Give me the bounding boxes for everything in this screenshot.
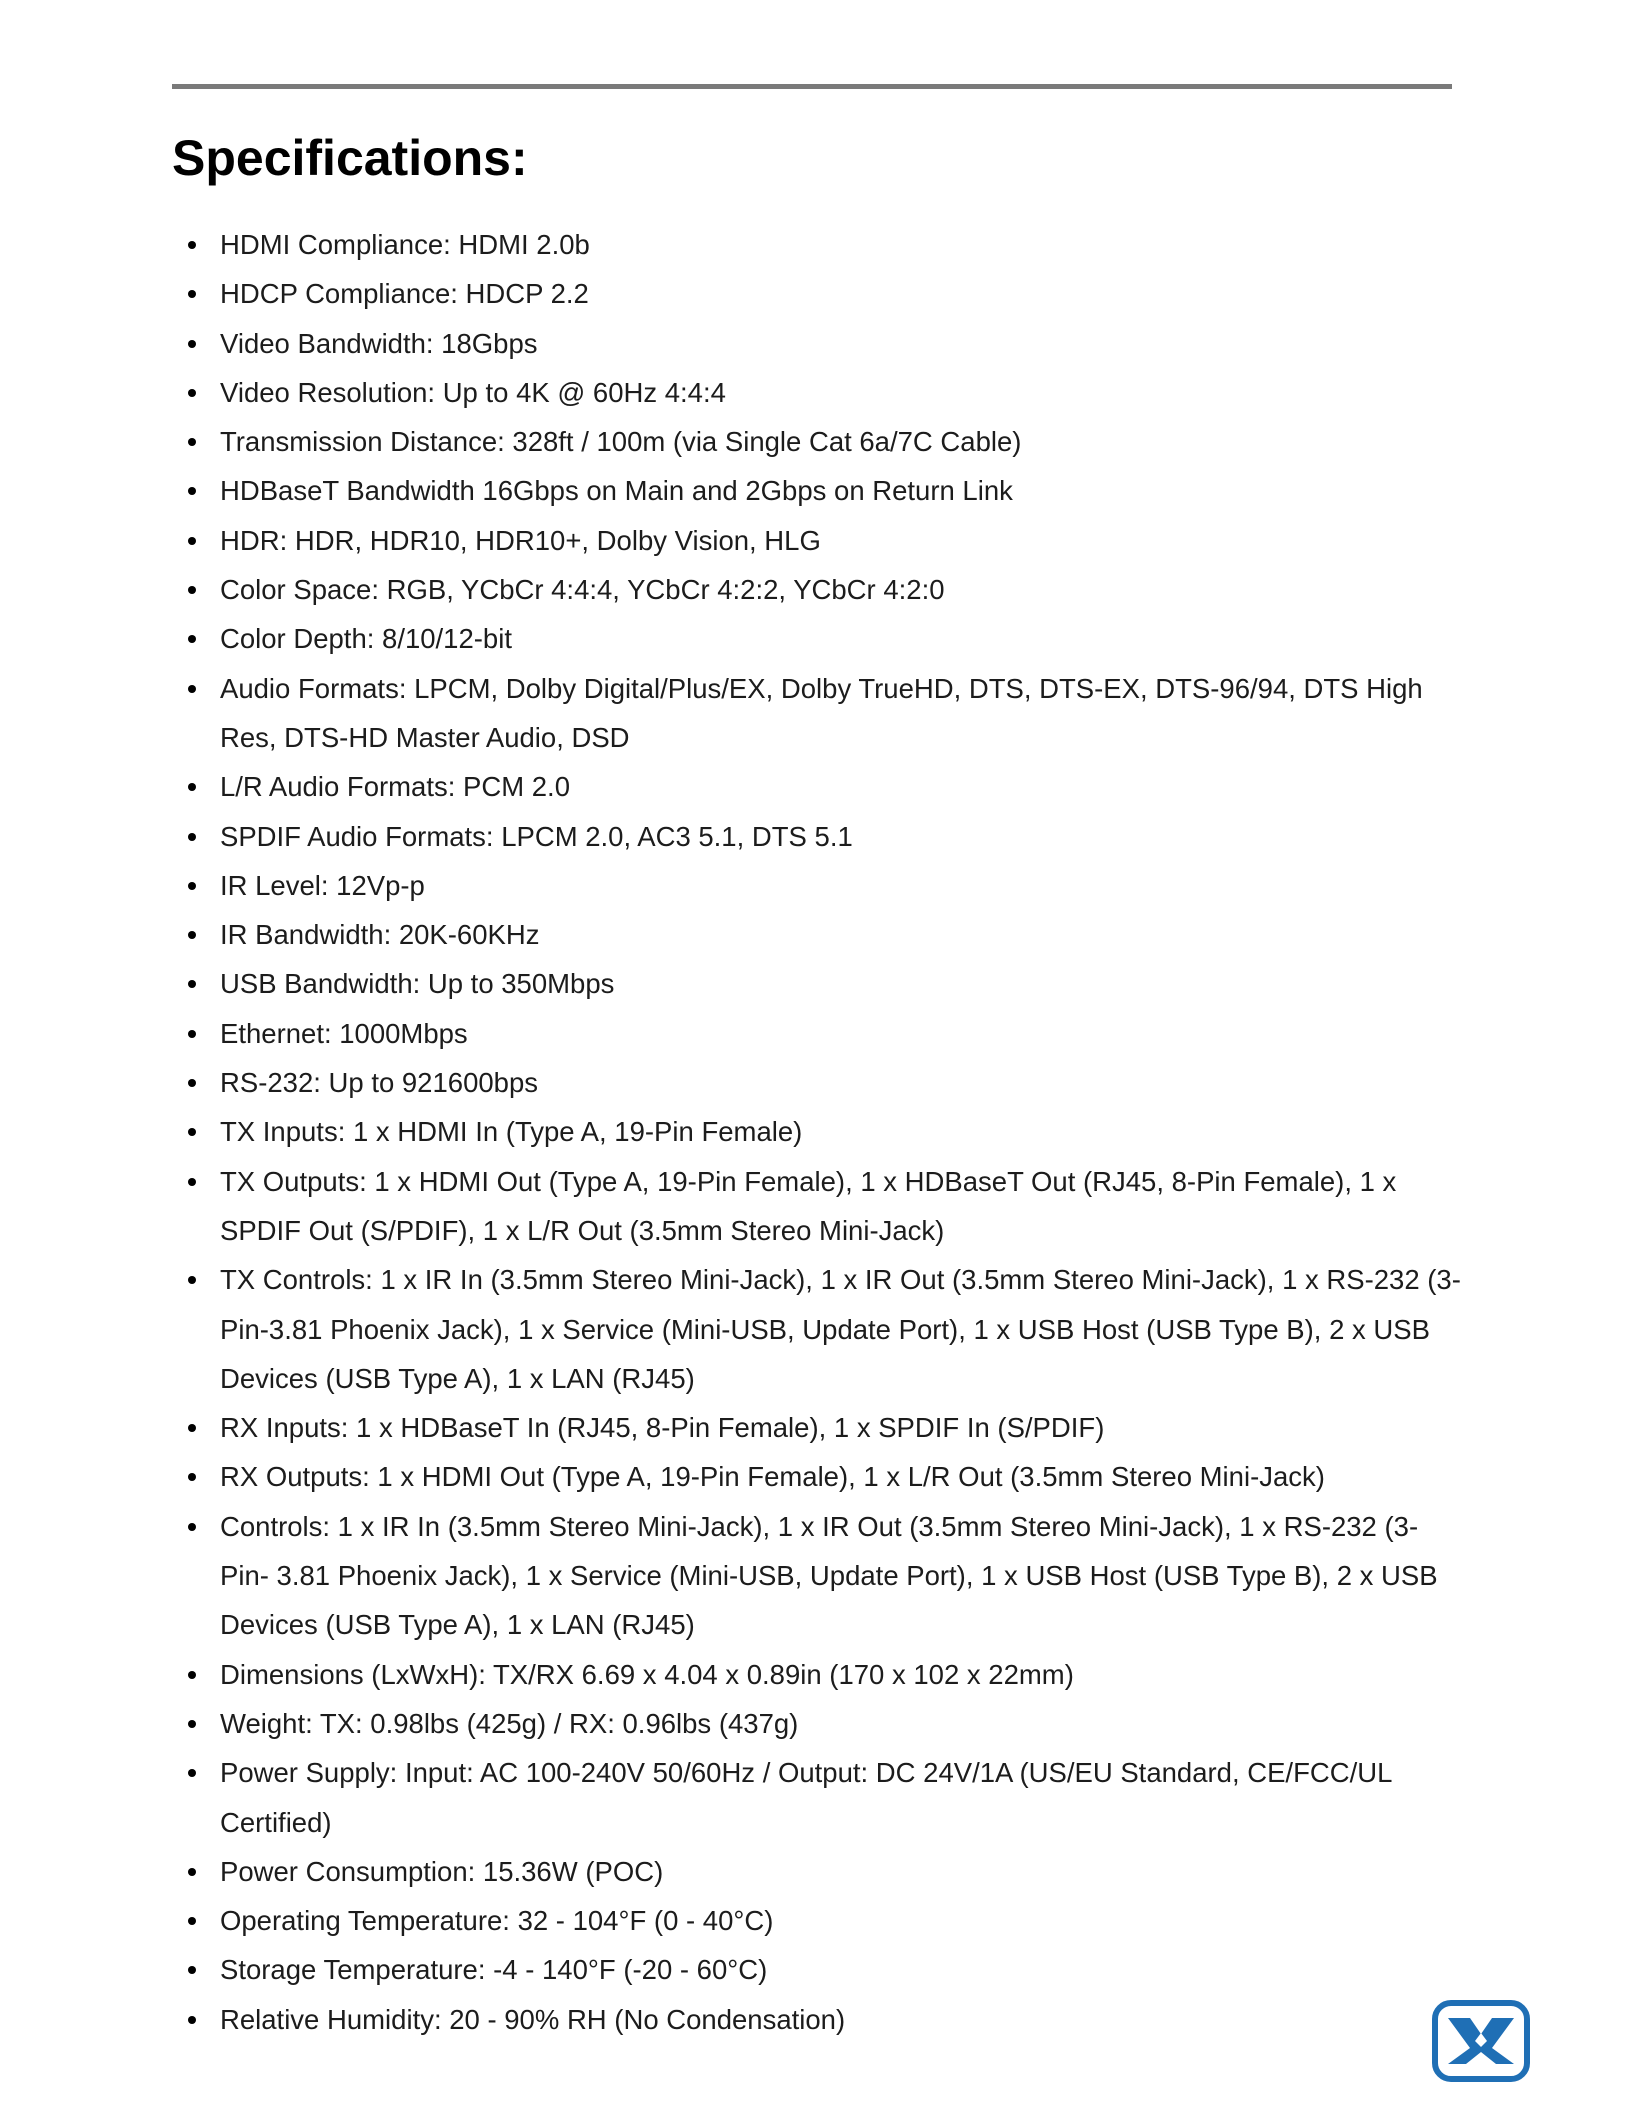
spec-text: USB Bandwidth: Up to 350Mbps bbox=[220, 968, 615, 1000]
spec-item bbox=[172, 1748, 1462, 1847]
spec-item bbox=[172, 220, 1462, 269]
bullet-dot-icon bbox=[188, 1178, 196, 1186]
bullet-dot-icon bbox=[188, 980, 196, 988]
brand-logo-icon bbox=[1432, 2000, 1530, 2082]
spec-text: IR Bandwidth: 20K-60KHz bbox=[220, 919, 540, 951]
bullet-dot-icon bbox=[188, 2016, 196, 2024]
spec-text: TX Outputs: 1 x HDMI Out (Type A, 19-Pin Female), 1 x HDBaseT Out (RJ45, 8-Pin Female), 1 x SPDIF Out (S/PDIF), 1 x L/R Out (3.5mm Stereo Mini-Jack) bbox=[220, 1165, 1397, 1246]
spec-text: SPDIF Audio Formats: LPCM 2.0, AC3 5.1, DTS 5.1 bbox=[220, 820, 853, 852]
spec-text: Power Consumption: 15.36W (POC) bbox=[220, 1855, 664, 1887]
bullet-dot-icon bbox=[188, 1720, 196, 1728]
bullet-dot-icon bbox=[188, 882, 196, 890]
spec-text: Audio Formats: LPCM, Dolby Digital/Plus/EX, Dolby TrueHD, DTS, DTS-EX, DTS-96/94, DTS High Res, DTS-HD Master Audio, DSD bbox=[220, 672, 1423, 753]
spec-item bbox=[172, 1945, 1462, 1994]
bullet-dot-icon bbox=[188, 1769, 196, 1777]
bullet-dot-icon bbox=[188, 487, 196, 495]
bullet-dot-icon bbox=[188, 1671, 196, 1679]
spec-text: Color Space: RGB, YCbCr 4:4:4, YCbCr 4:2:2, YCbCr 4:2:0 bbox=[220, 574, 945, 606]
bullet-dot-icon bbox=[188, 833, 196, 841]
spec-item bbox=[172, 861, 1462, 910]
bullet-dot-icon bbox=[188, 685, 196, 693]
spec-text: IR Level: 12Vp-p bbox=[220, 869, 425, 901]
bullet-dot-icon bbox=[188, 931, 196, 939]
spec-item bbox=[172, 1009, 1462, 1058]
bullet-dot-icon bbox=[188, 1966, 196, 1974]
spec-text: Operating Temperature: 32 - 104°F (0 - 40°C) bbox=[220, 1905, 774, 1937]
bullet-dot-icon bbox=[188, 586, 196, 594]
bullet-dot-icon bbox=[188, 241, 196, 249]
spec-text: RS-232: Up to 921600bps bbox=[220, 1067, 538, 1099]
bullet-dot-icon bbox=[188, 389, 196, 397]
bullet-dot-icon bbox=[188, 1424, 196, 1432]
spec-text: RX Inputs: 1 x HDBaseT In (RJ45, 8-Pin Female), 1 x SPDIF In (S/PDIF) bbox=[220, 1412, 1105, 1444]
spec-item bbox=[172, 269, 1462, 318]
bullet-dot-icon bbox=[188, 1030, 196, 1038]
spec-text: L/R Audio Formats: PCM 2.0 bbox=[220, 771, 570, 803]
bullet-dot-icon bbox=[188, 340, 196, 348]
spec-item bbox=[172, 762, 1462, 811]
spec-item bbox=[172, 1502, 1462, 1650]
spec-text: HDBaseT Bandwidth 16Gbps on Main and 2Gbps on Return Link bbox=[220, 475, 1013, 507]
spec-text: Video Bandwidth: 18Gbps bbox=[220, 327, 538, 359]
spec-item bbox=[172, 466, 1462, 515]
spec-item bbox=[172, 959, 1462, 1008]
spec-text: Video Resolution: Up to 4K @ 60Hz 4:4:4 bbox=[220, 376, 726, 408]
bullet-dot-icon bbox=[188, 1276, 196, 1284]
spec-item bbox=[172, 1255, 1462, 1403]
spec-list bbox=[172, 220, 1462, 2044]
spec-text: HDR: HDR, HDR10, HDR10+, Dolby Vision, HLG bbox=[220, 524, 821, 556]
bullet-dot-icon bbox=[188, 1128, 196, 1136]
bullet-dot-icon bbox=[188, 1523, 196, 1531]
page-title: Specifications: bbox=[172, 130, 528, 186]
spec-item bbox=[172, 1995, 1462, 2044]
spec-item bbox=[172, 1403, 1462, 1452]
spec-item bbox=[172, 910, 1462, 959]
spec-item bbox=[172, 664, 1462, 763]
spec-item bbox=[172, 812, 1462, 861]
bullet-dot-icon bbox=[188, 1473, 196, 1481]
spec-item bbox=[172, 565, 1462, 614]
spec-item bbox=[172, 516, 1462, 565]
spec-text: HDMI Compliance: HDMI 2.0b bbox=[220, 229, 590, 260]
spec-text: Dimensions (LxWxH): TX/RX 6.69 x 4.04 x 0.89in (170 x 102 x 22mm) bbox=[220, 1658, 1074, 1690]
spec-item bbox=[172, 1699, 1462, 1748]
bullet-dot-icon bbox=[188, 1917, 196, 1925]
spec-text: RX Outputs: 1 x HDMI Out (Type A, 19-Pin Female), 1 x L/R Out (3.5mm Stereo Mini-Jack) bbox=[220, 1461, 1325, 1493]
spec-item bbox=[172, 1896, 1462, 1945]
spec-text: TX Controls: 1 x IR In (3.5mm Stereo Mini-Jack), 1 x IR Out (3.5mm Stereo Mini-Jack), 1 x RS-232 (3-Pin-3.81 Phoenix Jack), 1 x Service (Mini-USB, Update Port), 1 x USB Host (USB Type B), 2 x USB Devices (USB Type A), 1 x LAN (RJ45) bbox=[220, 1264, 1461, 1394]
bullet-dot-icon bbox=[188, 1079, 196, 1087]
spec-text: Relative Humidity: 20 - 90% RH (No Condensation) bbox=[220, 2003, 846, 2035]
spec-item bbox=[172, 1058, 1462, 1107]
spec-text: TX Inputs: 1 x HDMI In (Type A, 19-Pin Female) bbox=[220, 1116, 803, 1148]
spec-item bbox=[172, 1847, 1462, 1896]
bullet-dot-icon bbox=[188, 635, 196, 643]
bullet-dot-icon bbox=[188, 1868, 196, 1876]
spec-text: Power Supply: Input: AC 100-240V 50/60Hz / Output: DC 24V/1A (US/EU Standard, CE/FCC/UL Certified) bbox=[220, 1757, 1392, 1838]
spec-text: Ethernet: 1000Mbps bbox=[220, 1017, 468, 1049]
bullet-dot-icon bbox=[188, 438, 196, 446]
spec-text: Weight: TX: 0.98lbs (425g) / RX: 0.96lbs (437g) bbox=[220, 1707, 799, 1739]
spec-item bbox=[172, 1107, 1462, 1156]
bullet-dot-icon bbox=[188, 290, 196, 298]
spec-item bbox=[172, 368, 1462, 417]
spec-item bbox=[172, 417, 1462, 466]
spec-item bbox=[172, 1157, 1462, 1256]
spec-text: Controls: 1 x IR In (3.5mm Stereo Mini-Jack), 1 x IR Out (3.5mm Stereo Mini-Jack), 1 x RS-232 (3-Pin- 3.81 Phoenix Jack), 1 x Service (Mini-USB, Update Port), 1 x USB Host (USB Type B), 2 x USB Devices (USB Type A), 1 x LAN (RJ45) bbox=[220, 1510, 1438, 1641]
spec-text: Transmission Distance: 328ft / 100m (via Single Cat 6a/7C Cable) bbox=[220, 426, 1022, 458]
header-divider bbox=[172, 84, 1452, 89]
spec-item bbox=[172, 319, 1462, 368]
spec-item bbox=[172, 614, 1462, 663]
spec-item bbox=[172, 1650, 1462, 1699]
spec-text: Storage Temperature: -4 - 140°F (-20 - 60°C) bbox=[220, 1954, 768, 1986]
spec-text: HDCP Compliance: HDCP 2.2 bbox=[220, 278, 589, 310]
spec-text: Color Depth: 8/10/12-bit bbox=[220, 623, 512, 655]
bullet-dot-icon bbox=[188, 537, 196, 545]
bullet-dot-icon bbox=[188, 783, 196, 791]
spec-item bbox=[172, 1452, 1462, 1501]
